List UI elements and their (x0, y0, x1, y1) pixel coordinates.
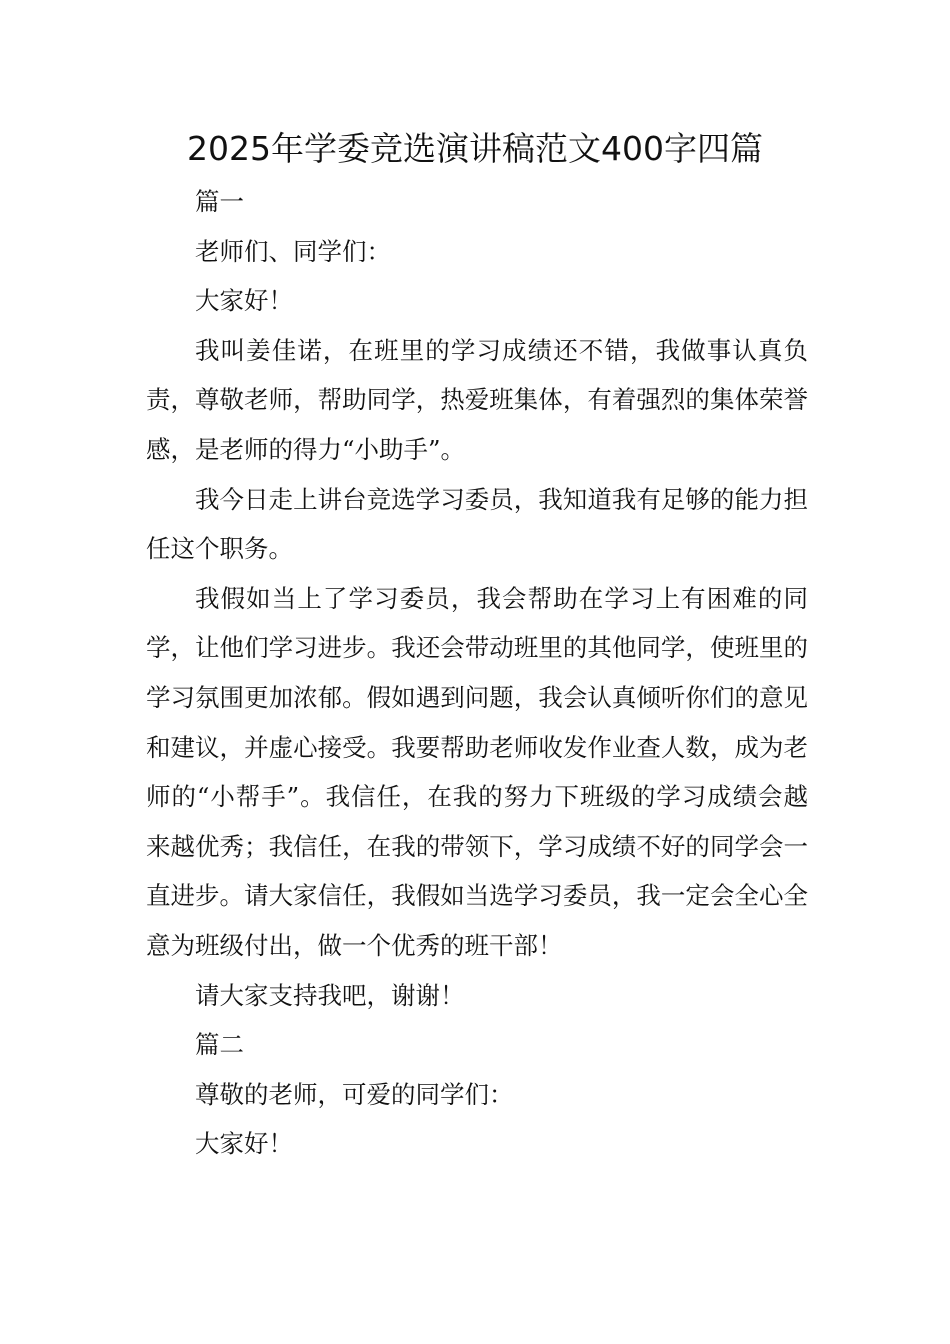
salutation: 老师们、同学们： (195, 236, 391, 266)
salutation: 尊敬的老师，可爱的同学们： (195, 1079, 514, 1109)
document-title: 2025年学委竞选演讲稿范文400字四篇 (187, 129, 763, 168)
closing-line: 请大家支持我吧，谢谢！ (195, 980, 465, 1010)
document-body (146, 177, 808, 1169)
paragraph: 我叫姜佳诺，在班里的学习成绩还不错，我做事认真负责，尊敬老师，帮助同学，热爱班集体，有着强烈的集体荣誉感，是老师的得力“小助手”。 (146, 335, 808, 464)
section-heading-2: 篇二 (195, 1030, 244, 1060)
greeting: 大家好！ (195, 286, 293, 316)
greeting: 大家好！ (195, 1129, 293, 1159)
paragraph: 我今日走上讲台竞选学习委员，我知道我有足够的能力担任这个职务。 (146, 484, 808, 564)
paragraph: 我假如当上了学习委员，我会帮助在学习上有困难的同学，让他们学习进步。我还会带动班里的其他同学，使班里的学习氛围更加浓郁。假如遇到问题，我会认真倾听你们的意见和建议，并虚心接受。我要帮助老师收发作业查人数，成为老师的“小帮手”。我信任，在我的努力下班级的学习成绩会越来越优秀；我信任，在我的带领下，学习成绩不好的同学会一直进步。请大家信任，我假如当选学习委员，我一定会全心全意为班级付出，做一个优秀的班干部！ (146, 583, 808, 960)
section-heading-1: 篇一 (195, 187, 244, 216)
